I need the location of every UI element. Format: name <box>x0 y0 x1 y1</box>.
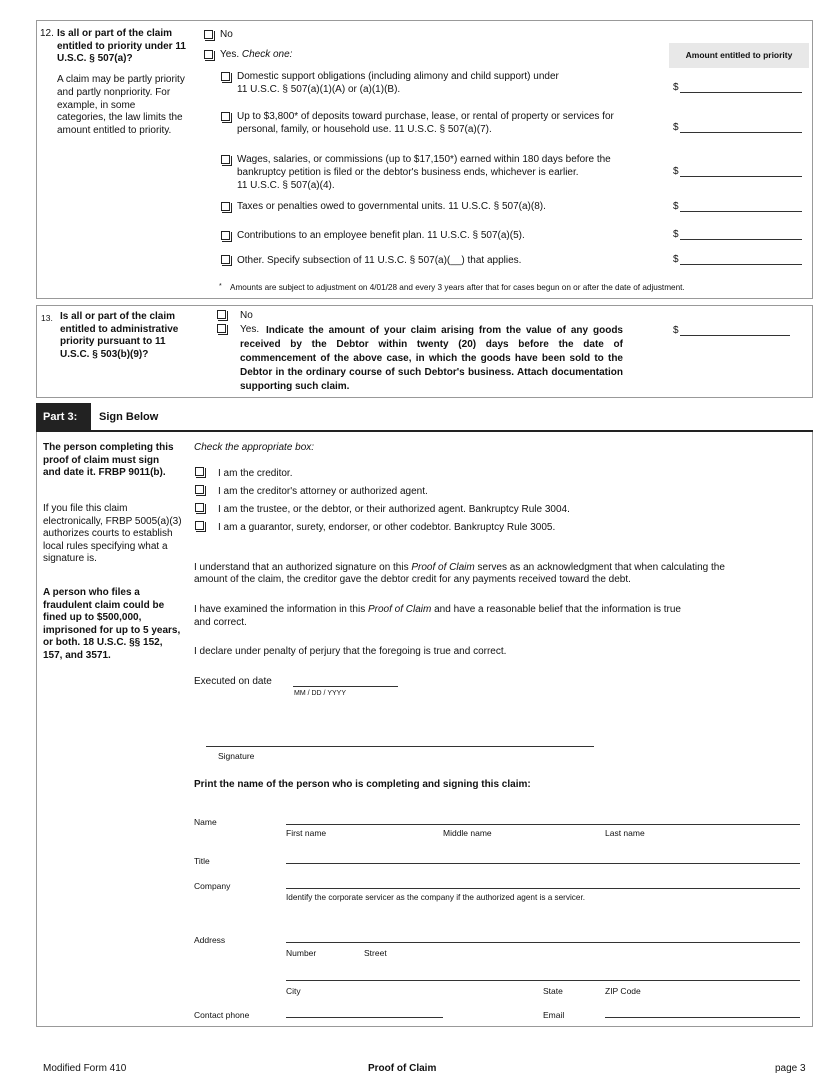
q12-item-6-line1: Other. Specify subsection of 11 U.S.C. § 507(a)(__) that applies. <box>237 255 522 266</box>
q13-yes-checkbox[interactable] <box>217 324 226 333</box>
q13-dollar: $ <box>673 325 679 336</box>
state-label: State <box>543 986 563 996</box>
phone-input[interactable] <box>286 1017 443 1018</box>
q12-item-1-amount[interactable] <box>680 92 802 93</box>
footnote-text: Amounts are subject to adjustment on 4/01/28 and every 3 years after that for cases begun on or after the date of adjustment. <box>230 283 685 292</box>
executed-date-input[interactable] <box>293 686 398 687</box>
part3-side-normal: If you file this claim electronically, FRBP 5005(a)(3) authorizes courts to establish local rules specifying what a signature is. <box>43 503 182 565</box>
first-name-label: First name <box>286 828 327 838</box>
q12-item-3-line2: bankruptcy petition is filed or the debtor's business ends, whichever is earlier. <box>237 167 579 178</box>
q13-yes-label: Yes. <box>240 324 260 335</box>
date-hint: MM / DD / YYYY <box>294 690 346 697</box>
q12-no-checkbox[interactable] <box>204 30 213 39</box>
option-guarantor-checkbox[interactable] <box>195 521 204 530</box>
footer-form-name: Modified Form 410 <box>43 1063 127 1074</box>
phone-label: Contact phone <box>194 1010 250 1020</box>
q12-item-6-dollar: $ <box>673 254 679 265</box>
q12-question: Is all or part of the claim entitled to priority under 11 U.S.C. § 507(a)? <box>57 28 186 65</box>
title-input[interactable] <box>286 863 800 864</box>
number-label: Number <box>286 948 317 958</box>
q13-amount[interactable] <box>680 335 790 336</box>
q13-number: 13. <box>41 313 53 323</box>
q12-item-2-line2: personal, family, or household use. 11 U.S.C. § 507(a)(7). <box>237 124 492 135</box>
q12-yes-checkbox[interactable] <box>204 50 213 59</box>
examined-line1: I have examined the information in this Proof of Claim and have a reasonable belief that the information is true <box>194 604 681 615</box>
q12-item-5-line1: Contributions to an employee benefit plan. 11 U.S.C. § 507(a)(5). <box>237 230 525 241</box>
understand-line2: amount of the claim, the creditor gave the debtor credit for any payments received toward the debt. <box>194 574 631 585</box>
executed-label: Executed on date <box>194 676 272 687</box>
amount-header: Amount entitled to priority <box>669 43 809 68</box>
option-creditor-label: I am the creditor. <box>218 468 293 479</box>
email-label: Email <box>543 1010 565 1020</box>
city-label: City <box>286 986 301 996</box>
q12-item-6-amount[interactable] <box>680 264 802 265</box>
q12-item-2-dollar: $ <box>673 122 679 133</box>
option-trustee-checkbox[interactable] <box>195 503 204 512</box>
address-street-input[interactable] <box>286 942 800 943</box>
q12-item-3-dollar: $ <box>673 166 679 177</box>
q12-item-3-checkbox[interactable] <box>221 155 230 164</box>
part3-tag-label: Part 3: <box>43 411 78 423</box>
option-guarantor-label: I am a guarantor, surety, endorser, or other codebtor. Bankruptcy Rule 3005. <box>218 522 556 533</box>
q12-note: A claim may be partly priority and partly nonpriority. For example, in some categories, the law limits the amount entitled to priority. <box>57 74 185 137</box>
address-city-input[interactable] <box>286 980 800 981</box>
name-label: Name <box>194 817 217 827</box>
signature-label: Signature <box>218 751 255 761</box>
q12-item-3-line1: Wages, salaries, or commissions (up to $17,150*) earned within 180 days before the <box>237 154 611 165</box>
understand-line1: I understand that an authorized signature on this Proof of Claim serves as an acknowledgment that when calculating the <box>194 562 725 573</box>
part3-side-bold: The person completing this proof of claim must sign and date it. FRBP 9011(b). <box>43 442 174 479</box>
q12-item-2-amount[interactable] <box>680 132 802 133</box>
q12-yes-label: Yes. Check one: <box>220 49 293 60</box>
email-input[interactable] <box>605 1017 800 1018</box>
q12-item-2-checkbox[interactable] <box>221 112 230 121</box>
middle-name-label: Middle name <box>443 828 492 838</box>
q12-item-5-amount[interactable] <box>680 239 802 240</box>
part3-side-warning: A person who files a fraudulent claim could be fined up to $500,000, imprisoned for up to 5 years, or both. 18 U.S.C. §§ 152, 157, and 3571. <box>43 587 181 661</box>
company-hint: Identify the corporate servicer as the company if the authorized agent is a servicer. <box>286 893 585 902</box>
print-name-heading: Print the name of the person who is completing and signing this claim: <box>194 779 531 790</box>
q12-item-5-checkbox[interactable] <box>221 231 230 240</box>
option-creditor-checkbox[interactable] <box>195 467 204 476</box>
title-label: Title <box>194 856 210 866</box>
check-hint: Check the appropriate box: <box>194 442 315 453</box>
part3-title: Sign Below <box>99 411 159 423</box>
company-input[interactable] <box>286 888 800 889</box>
signature-input[interactable] <box>206 746 594 747</box>
q13-question: Is all or part of the claim entitled to administrative priority pursuant to 11 U.S.C. § 503(b)(9)? <box>60 311 179 360</box>
footer-title: Proof of Claim <box>368 1063 437 1074</box>
option-attorney-checkbox[interactable] <box>195 485 204 494</box>
q12-item-2-line1: Up to $3,800* of deposits toward purchase, lease, or rental of property or services for <box>237 111 614 122</box>
q12-item-3-amount[interactable] <box>680 176 802 177</box>
q13-no-checkbox[interactable] <box>217 310 226 319</box>
address-label: Address <box>194 935 226 945</box>
company-label: Company <box>194 881 231 891</box>
examined-line2: and correct. <box>194 617 247 628</box>
footer-page-number: page 3 <box>775 1063 806 1074</box>
last-name-label: Last name <box>605 828 645 838</box>
q12-item-4-dollar: $ <box>673 201 679 212</box>
q12-item-5-dollar: $ <box>673 229 679 240</box>
footnote-mark: * <box>219 283 222 290</box>
q12-item-4-line1: Taxes or penalties owed to governmental units. 11 U.S.C. § 507(a)(8). <box>237 201 546 212</box>
q12-item-1-dollar: $ <box>673 82 679 93</box>
q12-item-4-checkbox[interactable] <box>221 202 230 211</box>
q13-no-label: No <box>240 310 253 321</box>
name-input[interactable] <box>286 824 800 825</box>
q12-item-1-line1: Domestic support obligations (including alimony and child support) under <box>237 71 559 82</box>
option-attorney-label: I am the creditor's attorney or authorized agent. <box>218 486 428 497</box>
street-label: Street <box>364 948 387 958</box>
option-trustee-label: I am the trustee, or the debtor, or their authorized agent. Bankruptcy Rule 3004. <box>218 504 570 515</box>
q12-item-4-amount[interactable] <box>680 211 802 212</box>
q12-no-label: No <box>220 29 233 40</box>
q12-item-1-line2: 11 U.S.C. § 507(a)(1)(A) or (a)(1)(B). <box>237 84 401 95</box>
q12-item-6-checkbox[interactable] <box>221 255 230 264</box>
q12-item-3-line3: 11 U.S.C. § 507(a)(4). <box>237 180 335 191</box>
q12-item-1-checkbox[interactable] <box>221 72 230 81</box>
declare-text: I declare under penalty of perjury that the foregoing is true and correct. <box>194 646 507 657</box>
q13-yes-text: Indicate the amount of your claim arising from the value of any goods received by the Debtor within twenty (20) days before the date of commencement of the above case, in which the goods have been sold to the Debtor in the ordinary course of such Debtor's business. Attach documentation supporting such claim. <box>240 325 623 392</box>
zip-label: ZIP Code <box>605 986 641 996</box>
q12-number: 12. <box>40 28 54 39</box>
